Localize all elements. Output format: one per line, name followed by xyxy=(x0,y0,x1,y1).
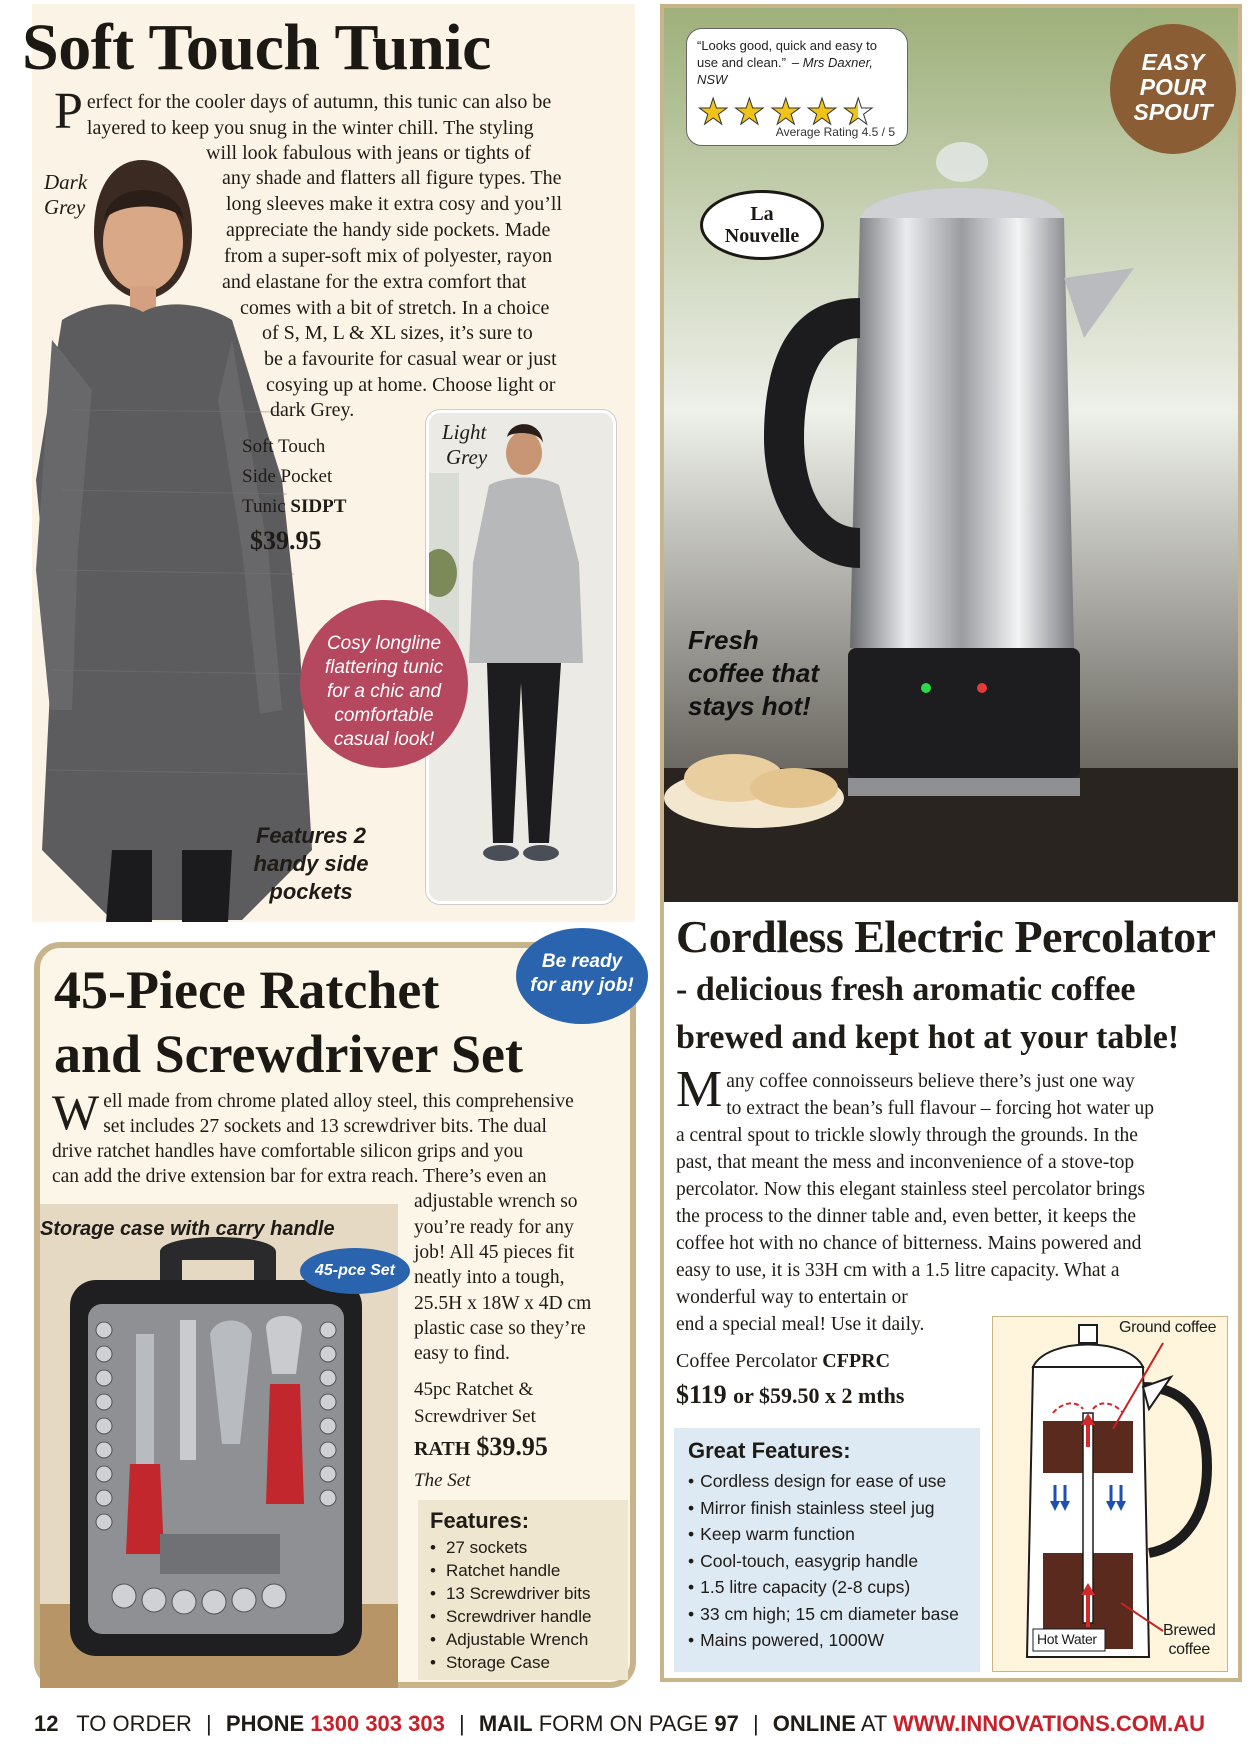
percolator-line: the process to the dinner table and, even better, it keeps the xyxy=(676,1206,1137,1227)
review-quote xyxy=(697,37,897,88)
feature-item: • Ratchet handle xyxy=(430,1559,616,1582)
tunic-product-line: Side Pocket xyxy=(242,466,333,487)
footer-separator: | xyxy=(206,1711,212,1736)
website-link[interactable]: WWW.INNOVATIONS.COM.AU xyxy=(893,1711,1206,1736)
badge-line: for any job! xyxy=(530,975,634,996)
ratchet-product-line: Screwdriver Set xyxy=(414,1406,536,1427)
hot-water-label: Hot Water xyxy=(1037,1631,1097,1647)
ratchet-features-box xyxy=(418,1500,628,1680)
brewed-line: coffee xyxy=(1168,1641,1210,1658)
ratchet-line: neatly into a tough, xyxy=(414,1267,565,1288)
percolator-line: past, that meant the mess and inconvenience of a stove-top xyxy=(676,1152,1135,1173)
mail-text: FORM ON PAGE xyxy=(538,1711,709,1736)
feature-item: • Mains powered, 1000W xyxy=(688,1627,966,1654)
ratchet-line: job! All 45 pieces fit xyxy=(414,1242,575,1263)
percolator-line: any coffee connoisseurs believe there’s just one way xyxy=(726,1071,1135,1092)
feature-item: • Cordless design for ease of use xyxy=(688,1468,966,1495)
storage-case-caption: Storage case with carry handle xyxy=(40,1218,335,1240)
tunic-product-code: SIDPT xyxy=(290,496,347,517)
tunic-line: of S, M, L & XL sizes, it’s sure to xyxy=(262,322,533,344)
be-ready-badge xyxy=(516,928,648,1024)
review-line: “Looks good, quick and easy to xyxy=(697,38,877,53)
subtitle-line: - delicious fresh aromatic coffee xyxy=(676,971,1136,1008)
features-heading: Features: xyxy=(430,1508,530,1533)
feature-item: • 33 cm high; 15 cm diameter base xyxy=(688,1601,966,1628)
star-icon: ★ xyxy=(769,92,802,132)
tunic-dropcap: P xyxy=(54,83,83,140)
callout-line: coffee that xyxy=(688,658,819,688)
tunic-line: any shade and flatters all figure types. The xyxy=(222,167,562,189)
mail-label: MAIL xyxy=(478,1711,533,1736)
percolator-line: wonderful way to entertain or xyxy=(676,1287,908,1308)
cosy-tunic-badge xyxy=(300,600,468,768)
easy-pour-spout-badge xyxy=(1110,24,1236,154)
percolator-subtitle xyxy=(676,966,1179,1062)
great-features-heading: Great Features: xyxy=(688,1438,851,1463)
ratchet-line: easy to find. xyxy=(414,1343,510,1364)
side-pockets-callout xyxy=(236,822,386,906)
light-grey-label xyxy=(442,420,487,470)
phone-number[interactable]: 1300 303 303 xyxy=(310,1711,445,1736)
percolator-description xyxy=(676,1061,1155,1122)
tunic-price: $39.95 xyxy=(250,526,322,555)
footer-separator: | xyxy=(752,1711,759,1736)
ratchet-title-line: and Screwdriver Set xyxy=(54,1024,523,1084)
tunic-line: and elastane for the extra comfort that xyxy=(222,271,527,293)
dark-label-word: Grey xyxy=(44,195,86,219)
callout-line: Fresh xyxy=(688,625,759,655)
logo-word: La xyxy=(750,203,774,225)
star-icon: ★ xyxy=(805,92,839,132)
percolator-line: easy to use, it is 33H cm with a 1.5 litre capacity. What a xyxy=(676,1260,1120,1281)
product-code: CFPRC xyxy=(822,1350,891,1372)
light-label-word: Light xyxy=(442,420,487,444)
percolator-title: Cordless Electric Percolator xyxy=(676,911,1216,962)
online-at: AT xyxy=(860,1711,887,1736)
ratchet-line: set includes 27 sockets and 13 screwdriver bits. The dual xyxy=(103,1115,547,1137)
great-features-box xyxy=(674,1428,980,1672)
tunic-line: from a super-soft mix of polyester, rayon xyxy=(224,245,553,267)
footer-separator: | xyxy=(458,1711,465,1736)
tunic-description xyxy=(54,83,552,141)
pockets-line: pockets xyxy=(269,879,353,904)
badge-line: POUR xyxy=(1139,74,1207,100)
review-line xyxy=(697,54,897,88)
ratchet-dropcap: W xyxy=(52,1084,100,1140)
dark-grey-label xyxy=(44,170,87,220)
feature-item: • Adjustable Wrench xyxy=(430,1628,616,1651)
badge-line: Be ready xyxy=(541,951,623,972)
percolator-line: end a special meal! Use it daily. xyxy=(676,1314,925,1335)
tunic-product-line xyxy=(242,492,346,522)
ratchet-line: you’re ready for any xyxy=(414,1217,574,1238)
percolator-product-name xyxy=(676,1350,890,1373)
ratchet-title-line: 45-Piece Ratchet xyxy=(54,960,440,1020)
star-icon: ★ xyxy=(733,92,766,132)
la-nouvelle-logo xyxy=(700,190,824,260)
logo-word: Nouvelle xyxy=(724,225,800,247)
phone-label: PHONE xyxy=(225,1711,305,1736)
ratchet-line: adjustable wrench so xyxy=(414,1191,578,1212)
ground-coffee-label: Ground coffee xyxy=(1119,1319,1217,1336)
tunic-line: comes with a bit of stretch. In a choice xyxy=(240,297,550,319)
to-order-label: TO ORDER xyxy=(76,1711,192,1736)
feature-item: • 27 sockets xyxy=(430,1536,616,1559)
badge-line: SPOUT xyxy=(1133,99,1213,125)
badge-line: EASY xyxy=(1141,49,1205,75)
customer-review-card xyxy=(686,28,908,146)
ratchet-price xyxy=(414,1432,548,1462)
tunic-line: layered to keep you snug in the winter chill. The styling xyxy=(86,116,534,139)
feature-item: • Screwdriver handle xyxy=(430,1605,616,1628)
tunic-line: erfect for the cooler days of autumn, this tunic can also be xyxy=(86,91,552,113)
badge-line: flattering tunic xyxy=(324,657,444,678)
dark-label-word: Dark xyxy=(44,170,88,194)
tunic-product-word: Tunic xyxy=(242,496,286,517)
page-number: 12 xyxy=(34,1711,59,1736)
tunic-title: Soft Touch Tunic xyxy=(22,11,491,84)
subtitle-line: brewed and kept hot at your table! xyxy=(676,1019,1180,1056)
pockets-line: Features 2 xyxy=(255,823,367,848)
feature-item: • Cool-touch, easygrip handle xyxy=(688,1548,966,1575)
mail-page: 97 xyxy=(714,1711,739,1736)
tunic-line: cosying up at home. Choose light or xyxy=(266,374,556,396)
feature-item: • 13 Screwdriver bits xyxy=(430,1582,616,1605)
online-label: ONLINE xyxy=(772,1711,856,1736)
ratchet-line: can add the drive extension bar for extra reach. There’s even an xyxy=(52,1166,547,1187)
the-set-label: The Set xyxy=(414,1470,471,1491)
ratchet-line: ell made from chrome plated alloy steel, this comprehensive xyxy=(103,1091,574,1112)
ratchet-line: drive ratchet handles have comfortable silicon grips and you xyxy=(52,1141,524,1162)
product-name: Coffee Percolator xyxy=(676,1350,818,1372)
average-rating: Average Rating 4.5 / 5 xyxy=(775,125,895,139)
tunic-line: will look fabulous with jeans or tights of xyxy=(206,142,531,164)
tunic-product-line: Soft Touch xyxy=(242,436,326,457)
price-value: $119 xyxy=(676,1380,727,1409)
order-footer xyxy=(34,1710,1234,1744)
percolator-line: a central spout to trickle slowly through the grounds. In the xyxy=(676,1125,1138,1146)
installment-price: or $59.50 x 2 mths xyxy=(733,1383,905,1408)
star-icon: ★ xyxy=(697,92,730,132)
percolator-price xyxy=(676,1380,904,1410)
badge-line: comfortable xyxy=(334,705,434,726)
badge-line: for a chic and xyxy=(326,681,442,702)
tunic-line: appreciate the handy side pockets. Made xyxy=(226,219,551,241)
badge-line: casual look! xyxy=(333,729,435,750)
review-author: – Mrs Daxner, NSW xyxy=(697,55,873,87)
review-line-text: use and clean.” xyxy=(697,55,786,70)
ratchet-product-name xyxy=(414,1376,536,1430)
ratchet-title xyxy=(54,958,523,1086)
light-label-word: Grey xyxy=(446,445,488,469)
ratchet-product-code: RATH xyxy=(414,1438,471,1460)
half-star-icon: ★ xyxy=(842,92,875,132)
feature-item: • 1.5 litre capacity (2-8 cups) xyxy=(688,1574,966,1601)
ratchet-price-value: $39.95 xyxy=(476,1432,548,1461)
feature-item: • Mirror finish stainless steel jug xyxy=(688,1495,966,1522)
badge-line: Cosy longline xyxy=(326,633,442,654)
callout-line: stays hot! xyxy=(688,691,811,721)
fresh-coffee-callout xyxy=(688,624,819,723)
ratchet-description xyxy=(52,1084,574,1140)
great-features-list xyxy=(688,1468,966,1654)
45-pce-set-badge: 45-pce Set xyxy=(300,1248,410,1294)
percolator-line: percolator. Now this elegant stainless steel percolator brings xyxy=(676,1179,1145,1200)
features-list xyxy=(430,1536,616,1674)
ratchet-line: plastic case so they’re xyxy=(414,1318,586,1339)
ratchet-product-line: 45pc Ratchet & xyxy=(414,1379,534,1400)
percolator-line: to extract the bean’s full flavour – forcing hot water up xyxy=(726,1098,1155,1119)
pockets-line: handy side xyxy=(253,851,369,876)
percolator-dropcap: M xyxy=(676,1061,723,1118)
tunic-line: long sleeves make it extra cosy and you’ll xyxy=(226,193,563,215)
tunic-line: dark Grey. xyxy=(270,399,355,421)
brewed-coffee-label xyxy=(1163,1621,1215,1659)
brewed-line: Brewed xyxy=(1163,1622,1216,1639)
percolator-line: coffee hot with no chance of bitterness. Mains powered and xyxy=(676,1233,1142,1254)
tunic-line: be a favourite for casual wear or just xyxy=(264,348,557,370)
ratchet-line: 25.5H x 18W x 4D cm xyxy=(414,1293,592,1314)
feature-item: • Storage Case xyxy=(430,1651,616,1674)
percolation-diagram xyxy=(992,1316,1228,1672)
tunic-product-name xyxy=(242,432,346,522)
feature-item: • Keep warm function xyxy=(688,1521,966,1548)
